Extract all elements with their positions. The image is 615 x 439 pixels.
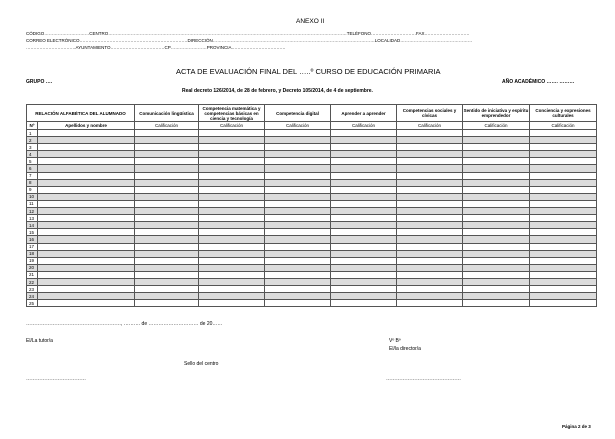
page-number: Página 2 de 3: [562, 424, 591, 429]
director-label: El/la director/a: [389, 346, 421, 352]
grade-cell: [397, 229, 463, 236]
student-name-cell: [38, 271, 135, 278]
grade-cell: [397, 193, 463, 200]
grade-cell: [331, 286, 397, 293]
grade-cell: [463, 200, 530, 207]
grade-cell: [199, 250, 265, 257]
decree-text: Real decreto 126/2014, de 28 de febrero, y Decreto 105/2014, de 4 de septiembre.: [182, 88, 373, 94]
grade-cell: [530, 286, 597, 293]
grade-cell: [530, 158, 597, 165]
grade-cell: [135, 271, 199, 278]
row-number: 18: [27, 250, 38, 257]
table-row: [27, 179, 597, 186]
grade-cell: [530, 243, 597, 250]
grade-cell: [199, 271, 265, 278]
grade-cell: [397, 257, 463, 264]
grade-cell: [135, 222, 199, 229]
info-line-centre: CÓDIGO…………………………CENTRO……………………………………………………………………………………………………………………………………………TELÉFONO…………………………FAX…………………………: [26, 31, 470, 36]
grade-cell: [530, 208, 597, 215]
student-name-cell: [38, 151, 135, 158]
grade-cell: [265, 179, 331, 186]
grade-cell: [530, 172, 597, 179]
table-row: [27, 222, 597, 229]
grade-cell: [530, 137, 597, 144]
grade-cell: [265, 229, 331, 236]
competence-header: Competencia matemática y competencias básicas en ciencia y tecnología: [199, 105, 265, 122]
grade-header: Calificación: [530, 122, 597, 130]
grade-cell: [135, 172, 199, 179]
grade-cell: [199, 186, 265, 193]
grade-cell: [331, 257, 397, 264]
grade-cell: [397, 215, 463, 222]
table-row: [27, 151, 597, 158]
row-number: 12: [27, 208, 38, 215]
grade-cell: [135, 229, 199, 236]
row-number: 19: [27, 257, 38, 264]
grade-cell: [463, 179, 530, 186]
grade-cell: [397, 172, 463, 179]
act-title: ACTA DE EVALUACIÓN FINAL DEL …..º CURSO DE EDUCACIÓN PRIMARIA: [176, 67, 441, 76]
grade-cell: [463, 250, 530, 257]
grade-cell: [530, 229, 597, 236]
grade-cell: [530, 293, 597, 300]
grade-cell: [530, 186, 597, 193]
grade-cell: [265, 215, 331, 222]
grade-cell: [530, 257, 597, 264]
grade-header: Calificación: [331, 122, 397, 130]
grade-cell: [331, 293, 397, 300]
grade-cell: [199, 215, 265, 222]
table-row: [27, 236, 597, 243]
table-row: [27, 293, 597, 300]
grade-cell: [463, 144, 530, 151]
grade-cell: [530, 165, 597, 172]
table-row: [27, 243, 597, 250]
grade-cell: [397, 200, 463, 207]
grade-cell: [199, 151, 265, 158]
grade-cell: [135, 250, 199, 257]
student-name-cell: [38, 257, 135, 264]
grade-header: Calificación: [397, 122, 463, 130]
grade-cell: [331, 200, 397, 207]
grade-cell: [530, 300, 597, 307]
grade-cell: [199, 286, 265, 293]
grade-cell: [463, 172, 530, 179]
grade-cell: [397, 158, 463, 165]
grade-cell: [265, 264, 331, 271]
grade-cell: [135, 165, 199, 172]
grade-cell: [397, 236, 463, 243]
student-name-cell: [38, 186, 135, 193]
row-number: 25: [27, 300, 38, 307]
tutor-label: El/La tutor/a: [26, 338, 53, 344]
row-number: 11: [27, 200, 38, 207]
grade-cell: [331, 151, 397, 158]
table-row: [27, 286, 597, 293]
grade-cell: [135, 137, 199, 144]
grade-cell: [265, 293, 331, 300]
grade-cell: [265, 200, 331, 207]
row-number: 20: [27, 264, 38, 271]
grade-cell: [331, 172, 397, 179]
grade-cell: [463, 300, 530, 307]
student-name-cell: [38, 236, 135, 243]
grade-cell: [135, 158, 199, 165]
grade-cell: [199, 172, 265, 179]
grade-cell: [331, 144, 397, 151]
grade-cell: [265, 236, 331, 243]
grade-cell: [331, 264, 397, 271]
grade-cell: [199, 130, 265, 137]
grade-cell: [331, 250, 397, 257]
grade-cell: [135, 208, 199, 215]
competence-header: Comunicación lingüística: [135, 105, 199, 122]
tutor-signature-line: ………………………………: [26, 376, 86, 382]
competence-header: Sentido de iniciativa y espíritu emprendedor: [463, 105, 530, 122]
student-name-cell: [38, 137, 135, 144]
grade-cell: [135, 215, 199, 222]
grade-cell: [135, 200, 199, 207]
info-line-address: ……………………………AYUNTAMIENTO………………………………CP……………………PROVINCIA………………………………: [26, 45, 286, 50]
table-row: [27, 215, 597, 222]
grade-cell: [463, 278, 530, 285]
grade-cell: [135, 186, 199, 193]
grade-cell: [397, 137, 463, 144]
grade-cell: [265, 250, 331, 257]
grade-cell: [199, 229, 265, 236]
row-number: 21: [27, 271, 38, 278]
row-number: 24: [27, 293, 38, 300]
grade-cell: [397, 300, 463, 307]
grade-cell: [463, 243, 530, 250]
grade-cell: [331, 215, 397, 222]
evaluation-table: [26, 104, 597, 307]
grade-cell: [199, 293, 265, 300]
grade-cell: [397, 222, 463, 229]
grade-cell: [135, 278, 199, 285]
grade-cell: [265, 144, 331, 151]
grade-cell: [331, 243, 397, 250]
row-number: 23: [27, 286, 38, 293]
grade-cell: [397, 186, 463, 193]
grade-header: Calificación: [199, 122, 265, 130]
name-header: Apellidos y nombre: [38, 122, 135, 130]
grade-header: Calificación: [265, 122, 331, 130]
annex-title: ANEXO II: [296, 18, 325, 25]
table-row: [27, 158, 597, 165]
grade-cell: [463, 208, 530, 215]
student-name-cell: [38, 144, 135, 151]
grade-cell: [463, 193, 530, 200]
student-name-cell: [38, 300, 135, 307]
grade-cell: [463, 215, 530, 222]
grade-cell: [331, 271, 397, 278]
seal-label: Sello del centro: [184, 361, 219, 367]
grade-cell: [199, 264, 265, 271]
grade-cell: [331, 208, 397, 215]
grade-cell: [265, 186, 331, 193]
grade-cell: [135, 236, 199, 243]
row-number: 17: [27, 243, 38, 250]
table-row: [27, 257, 597, 264]
grade-cell: [397, 243, 463, 250]
table-row: [27, 165, 597, 172]
grade-cell: [199, 179, 265, 186]
vb-label: Vº Bº: [389, 338, 401, 344]
row-number: 4: [27, 151, 38, 158]
grade-cell: [199, 200, 265, 207]
row-number: 8: [27, 179, 38, 186]
table-row: [27, 271, 597, 278]
table-row: [27, 300, 597, 307]
grade-cell: [463, 165, 530, 172]
grade-cell: [397, 208, 463, 215]
student-name-cell: [38, 208, 135, 215]
table-row: [27, 278, 597, 285]
row-number: 5: [27, 158, 38, 165]
grade-cell: [463, 286, 530, 293]
grade-cell: [331, 300, 397, 307]
grade-cell: [135, 151, 199, 158]
grade-cell: [331, 236, 397, 243]
grade-cell: [397, 144, 463, 151]
info-line-email: CORREO ELECTRÓNICO………………………………………………………………DIRECCIÓN………………………………………………………………………………………………LOCALIDAD…………………………………………: [26, 38, 473, 43]
table-row: [27, 137, 597, 144]
grade-cell: [397, 151, 463, 158]
grade-header: Calificación: [463, 122, 530, 130]
table-row: [27, 250, 597, 257]
student-name-cell: [38, 250, 135, 257]
grade-cell: [135, 243, 199, 250]
grade-cell: [199, 144, 265, 151]
grade-cell: [530, 222, 597, 229]
grade-cell: [265, 130, 331, 137]
grade-cell: [331, 193, 397, 200]
grade-cell: [135, 193, 199, 200]
grade-cell: [331, 137, 397, 144]
grade-cell: [265, 158, 331, 165]
student-name-cell: [38, 286, 135, 293]
grade-cell: [463, 293, 530, 300]
row-number: 7: [27, 172, 38, 179]
grade-cell: [530, 250, 597, 257]
grade-cell: [530, 278, 597, 285]
students-header: RELACIÓN ALFABÉTICA DEL ALUMNADO: [27, 105, 135, 122]
grade-cell: [331, 158, 397, 165]
row-number: 6: [27, 165, 38, 172]
grade-cell: [265, 243, 331, 250]
row-number: 3: [27, 144, 38, 151]
row-number: 2: [27, 137, 38, 144]
grade-cell: [530, 215, 597, 222]
table-row: [27, 193, 597, 200]
grade-cell: [397, 179, 463, 186]
student-name-cell: [38, 200, 135, 207]
grade-cell: [199, 193, 265, 200]
director-signature-line: ………………………………………: [386, 376, 461, 382]
grade-cell: [199, 300, 265, 307]
grade-cell: [199, 243, 265, 250]
student-name-cell: [38, 193, 135, 200]
number-header: Nº: [27, 122, 38, 130]
grade-cell: [265, 137, 331, 144]
competence-header: Aprender a aprender: [331, 105, 397, 122]
student-name-cell: [38, 264, 135, 271]
date-line: …………………………………………………, ………. de ………………………… de 20……: [26, 321, 223, 327]
table-row: [27, 144, 597, 151]
grade-cell: [463, 137, 530, 144]
student-name-cell: [38, 222, 135, 229]
student-name-cell: [38, 278, 135, 285]
table-row: [27, 264, 597, 271]
grade-cell: [135, 264, 199, 271]
grade-cell: [265, 278, 331, 285]
student-name-cell: [38, 158, 135, 165]
competence-header: Competencias sociales y cívicas: [397, 105, 463, 122]
grade-cell: [135, 130, 199, 137]
grade-cell: [530, 151, 597, 158]
grade-cell: [463, 257, 530, 264]
row-number: 15: [27, 229, 38, 236]
group-label: GRUPO ….: [26, 79, 53, 85]
table-row: [27, 130, 597, 137]
student-name-cell: [38, 243, 135, 250]
grade-cell: [265, 286, 331, 293]
grade-cell: [265, 151, 331, 158]
grade-cell: [135, 286, 199, 293]
grade-cell: [265, 222, 331, 229]
table-row: [27, 229, 597, 236]
grade-cell: [199, 257, 265, 264]
grade-cell: [135, 293, 199, 300]
grade-cell: [265, 300, 331, 307]
grade-cell: [265, 208, 331, 215]
grade-cell: [331, 229, 397, 236]
competence-header: Competencia digital: [265, 105, 331, 122]
grade-cell: [135, 300, 199, 307]
grade-cell: [530, 144, 597, 151]
student-name-cell: [38, 229, 135, 236]
row-number: 10: [27, 193, 38, 200]
grade-cell: [265, 165, 331, 172]
grade-cell: [463, 236, 530, 243]
grade-cell: [530, 236, 597, 243]
grade-cell: [199, 222, 265, 229]
grade-cell: [397, 250, 463, 257]
grade-cell: [397, 271, 463, 278]
grade-cell: [199, 137, 265, 144]
row-number: 22: [27, 278, 38, 285]
grade-cell: [397, 278, 463, 285]
grade-cell: [463, 264, 530, 271]
grade-cell: [265, 271, 331, 278]
grade-cell: [463, 222, 530, 229]
grade-cell: [135, 144, 199, 151]
grade-cell: [530, 200, 597, 207]
grade-cell: [397, 165, 463, 172]
row-number: 9: [27, 186, 38, 193]
grade-cell: [463, 186, 530, 193]
grade-cell: [199, 158, 265, 165]
grade-cell: [530, 193, 597, 200]
grade-cell: [331, 179, 397, 186]
student-name-cell: [38, 172, 135, 179]
grade-cell: [265, 172, 331, 179]
grade-cell: [530, 130, 597, 137]
grade-cell: [199, 278, 265, 285]
student-name-cell: [38, 215, 135, 222]
grade-cell: [265, 193, 331, 200]
competence-header: Conciencia y expresiones culturales: [530, 105, 597, 122]
grade-cell: [135, 179, 199, 186]
table-row: [27, 172, 597, 179]
grade-cell: [199, 236, 265, 243]
grade-cell: [135, 257, 199, 264]
row-number: 13: [27, 215, 38, 222]
grade-cell: [463, 158, 530, 165]
row-number: 1: [27, 130, 38, 137]
grade-cell: [331, 222, 397, 229]
grade-cell: [331, 278, 397, 285]
grade-cell: [463, 229, 530, 236]
grade-cell: [463, 271, 530, 278]
student-name-cell: [38, 130, 135, 137]
student-name-cell: [38, 293, 135, 300]
grade-cell: [331, 130, 397, 137]
row-number: 14: [27, 222, 38, 229]
grade-cell: [397, 286, 463, 293]
grade-cell: [397, 130, 463, 137]
grade-cell: [331, 186, 397, 193]
grade-cell: [530, 179, 597, 186]
grade-cell: [397, 264, 463, 271]
grade-cell: [265, 257, 331, 264]
student-name-cell: [38, 165, 135, 172]
table-row: [27, 186, 597, 193]
grade-cell: [397, 293, 463, 300]
grade-cell: [463, 151, 530, 158]
row-number: 16: [27, 236, 38, 243]
grade-cell: [463, 130, 530, 137]
grade-cell: [530, 271, 597, 278]
grade-header: Calificación: [135, 122, 199, 130]
grade-cell: [331, 165, 397, 172]
academic-year-label: AÑO ACADÉMICO ……. ………: [502, 79, 575, 85]
grade-cell: [199, 208, 265, 215]
table-row: [27, 208, 597, 215]
table-row: [27, 200, 597, 207]
grade-cell: [530, 264, 597, 271]
student-name-cell: [38, 179, 135, 186]
grade-cell: [199, 165, 265, 172]
